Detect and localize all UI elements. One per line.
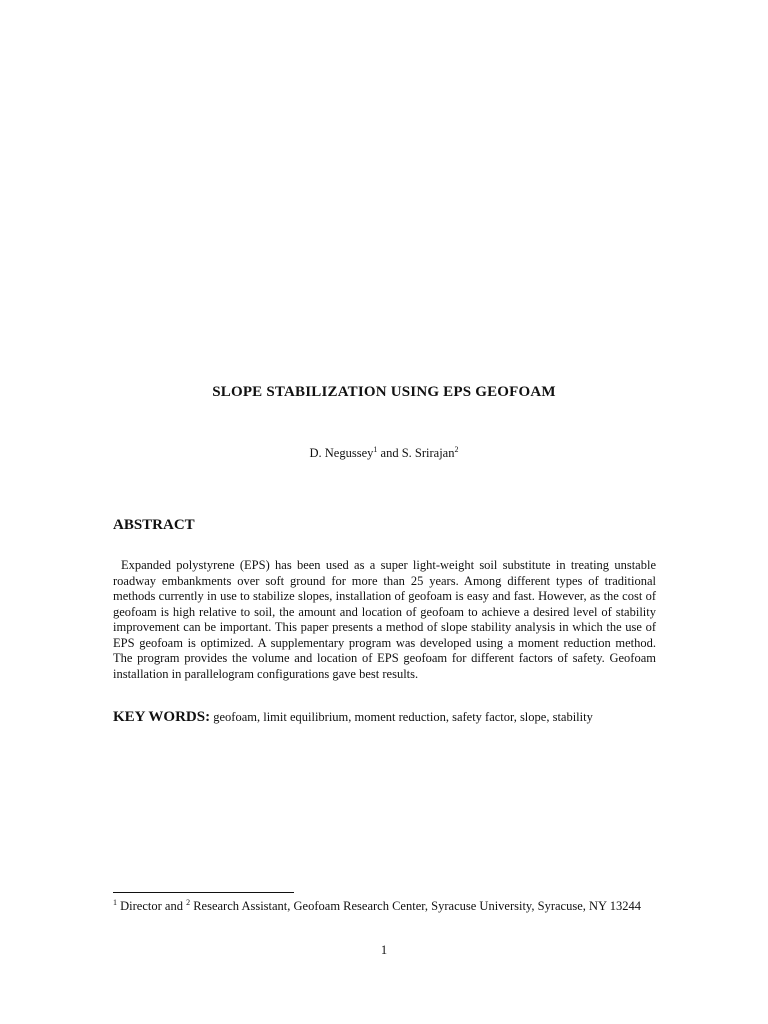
footnote-marker: 2 [186,897,191,907]
author-name: D. Negussey [309,446,374,460]
author-conjunction: and [377,446,402,460]
footnote-text: Research Assistant, Geofoam Research Center, Syracuse University, Syracuse, NY 13244 [190,899,641,913]
paper-title: SLOPE STABILIZATION USING EPS GEOFOAM [212,384,556,400]
footnote-divider [113,892,294,893]
keywords-line [113,709,673,726]
footnote-text: Director and [117,899,187,913]
author-line [0,446,768,461]
author-affiliation-marker: 2 [454,444,459,454]
page-number: 1 [380,943,388,957]
keywords-label: KEY WORDS: [113,709,211,725]
keywords-text: geofoam, limit equilibrium, moment reduction, safety factor, slope, stability [210,710,593,724]
footnote-marker: 1 [113,897,117,907]
footnote [113,899,673,914]
author-name: S. Srirajan [401,446,455,460]
author-affiliation-marker: 1 [373,444,378,454]
abstract-body: Expanded polystyrene (EPS) has been used as a super light-weight soil substitute in treating unstable roadway embankments over soft ground for more than 25 years. Among different types of traditional methods currently in use to stabilize slopes, installation of geofoam is easy and fast. However, as the cost of geofoam is high relative to soil, the amount and location of geofoam to achieve a desired level of stability improvement can be important. This paper presents a method of slope stability analysis in which the use of EPS geofoam is optimized. A supplementary program was developed using a moment reduction method. The program provides the volume and location of EPS geofoam for different factors of safety. Geofoam installation in parallelogram configurations gave best results. [113,558,656,681]
abstract-heading: ABSTRACT [113,517,195,533]
